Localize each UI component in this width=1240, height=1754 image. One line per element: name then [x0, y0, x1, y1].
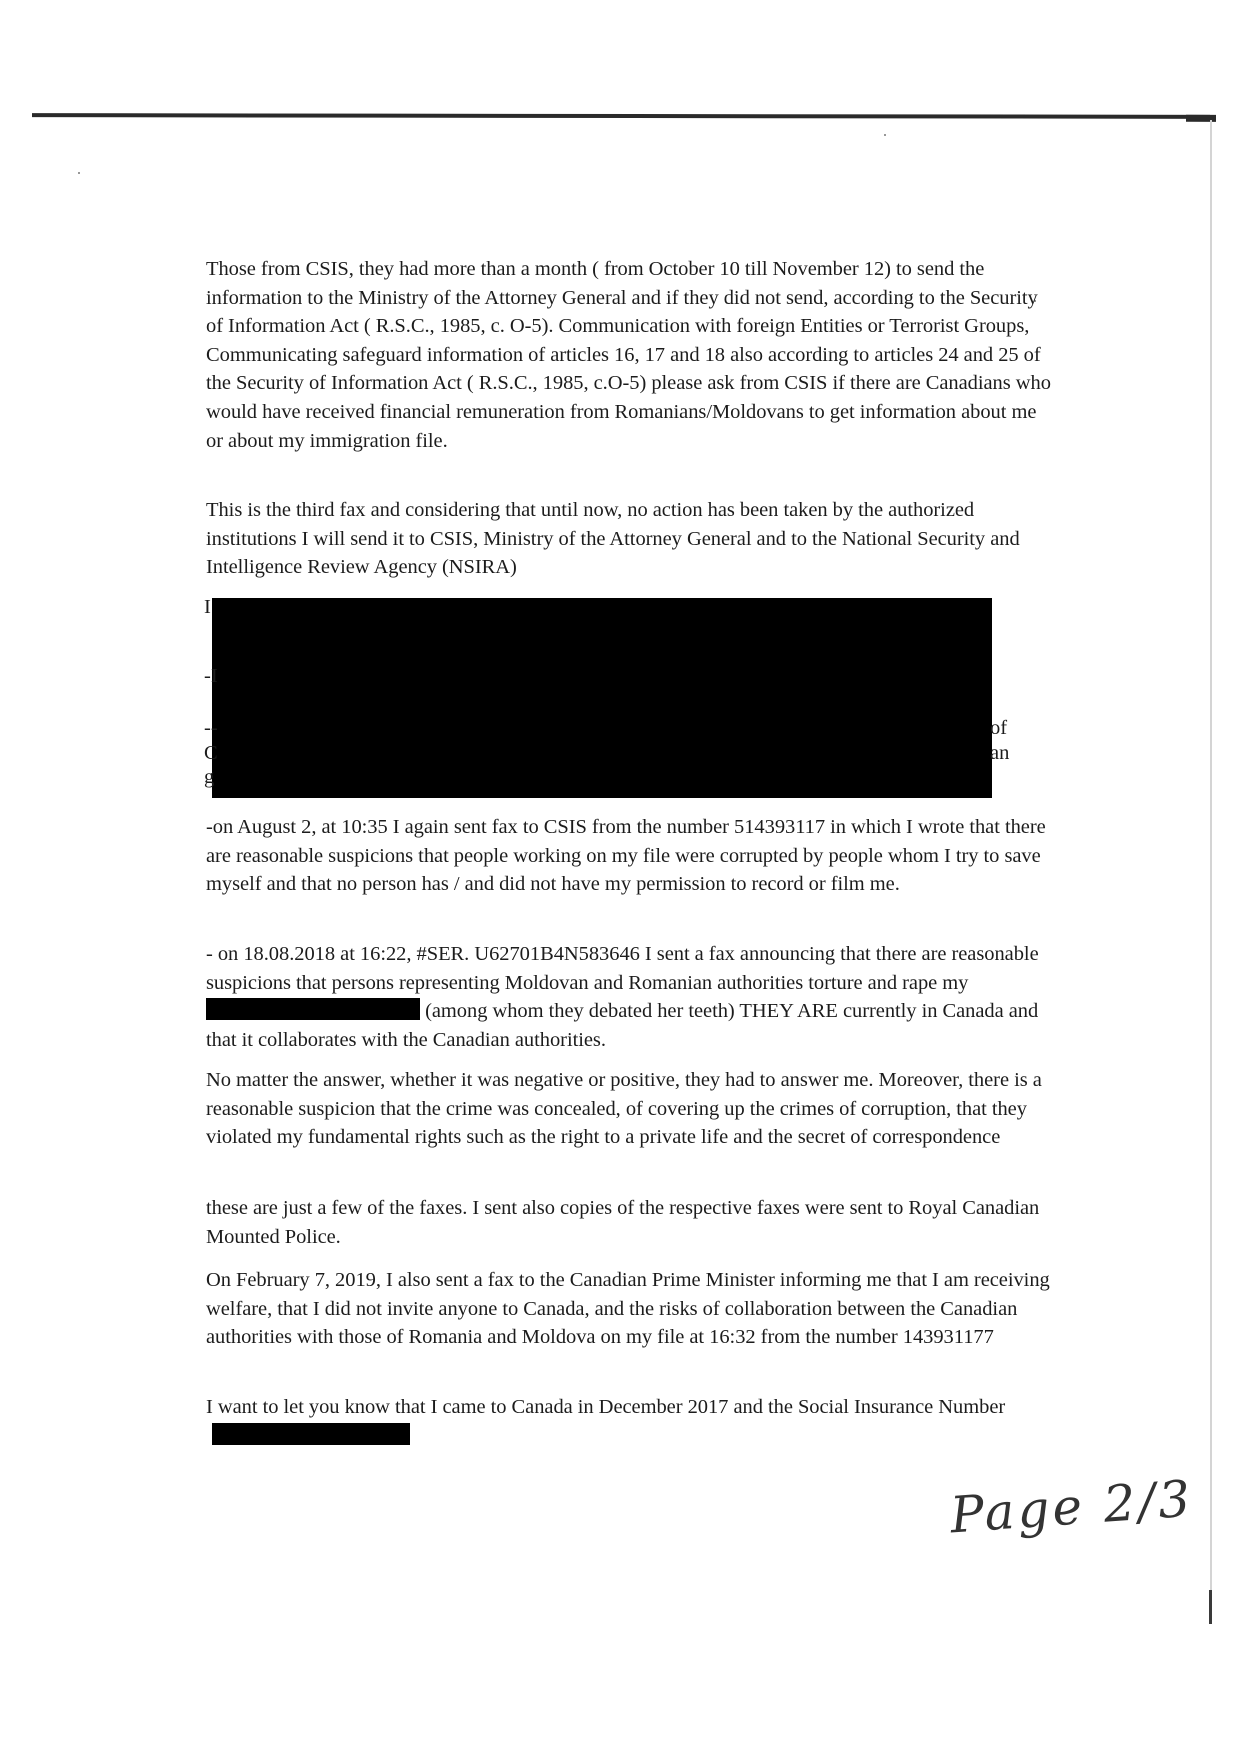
scan-top-rule	[32, 113, 1210, 119]
paragraph-csis-deadline: Those from CSIS, they had more than a month ( from October 10 till November 12) to send the information to the Ministry of the Attorney General and if they did not send, according to the Security of Information Act ( R.S.C., 1985, c. O-5). Communication with foreign Entities or Terrorist Groups, Communicating safeguard information of articles 16, 17 and 18 also according to articles 24 and 25 of the Security of Information Act ( R.S.C., 1985, c.O-5) please ask from CSIS if there are Canadians who would have received financial remuneration from Romanians/Moldovans to get information about me or about my immigration file.	[206, 258, 1051, 452]
paragraph-august-fax: -on August 2, at 10:35 I again sent fax to CSIS from the number 514393117 in which I wrote that there are reasonable suspicions that people working on my file were corrupted by people whom I try to save myself and that no person has / and did not have my permission to record or film me.	[206, 816, 1046, 896]
arrival-text: I want to let you know that I came to Canada in December 2017 and the Social Insurance Number	[206, 1396, 1006, 1418]
paragraph-ser-fax	[206, 940, 1052, 1054]
redaction-bar-sin	[212, 1423, 410, 1445]
paragraph-prime-minister: On February 7, 2019, I also sent a fax to the Canadian Prime Minister informing me that I am receiving welfare, that I did not invite anyone to Canada, and the risks of collaboration between the Canadian authorities with those of Romania and Moldova on my file at 16:32 from the number 143931177	[206, 1269, 1050, 1349]
redaction-block	[212, 598, 992, 798]
redacted-line-fragment: g	[204, 766, 215, 788]
paragraph-no-matter: No matter the answer, whether it was negative or positive, they had to answer me. Moreover, there is a reasonable suspicion that the crime was concealed, of covering up the crimes of corruption, that they violated my fundamental rights such as the right to a private life and the secret of correspondence	[206, 1069, 1042, 1149]
paragraph-few-faxes: these are just a few of the faxes. I sent also copies of the respective faxes were sent to Royal Canadian Mounted Police.	[206, 1197, 1040, 1248]
redacted-line-fragment: --	[204, 717, 218, 739]
redacted-line-fragment: -I	[204, 665, 218, 687]
redacted-line-fragment: an	[990, 742, 1010, 764]
redacted-line-fragment: C	[204, 742, 218, 764]
redacted-line-fragment: I	[204, 596, 211, 618]
redaction-bar	[206, 998, 420, 1020]
redacted-line-fragment: of	[990, 717, 1008, 739]
scan-right-edge	[1210, 120, 1212, 1620]
scan-speck	[78, 172, 80, 174]
handwritten-page-number: Page 2/3	[948, 1469, 1195, 1545]
ser-fax-text: - on 18.08.2018 at 16:22, #SER. U62701B4N583646 I sent a fax announcing that there are reasonable suspicions that persons representing Moldovan and Romanian authorities torture and rape my	[206, 943, 1039, 994]
scan-speck	[884, 134, 886, 136]
paragraph-third-fax: This is the third fax and considering that until now, no action has been taken by the authorized institutions I will send it to CSIS, Ministry of the Attorney General and to the National Security and Intelligence Review Agency (NSIRA)	[206, 499, 1020, 579]
scan-edge-mark	[1209, 1590, 1212, 1624]
ser-fax-text-continued: (among whom they debated her teeth) THEY ARE currently in Canada and that it collaborates with the Canadian authorities.	[206, 1000, 1039, 1051]
paragraph-arrival	[206, 1393, 1052, 1450]
